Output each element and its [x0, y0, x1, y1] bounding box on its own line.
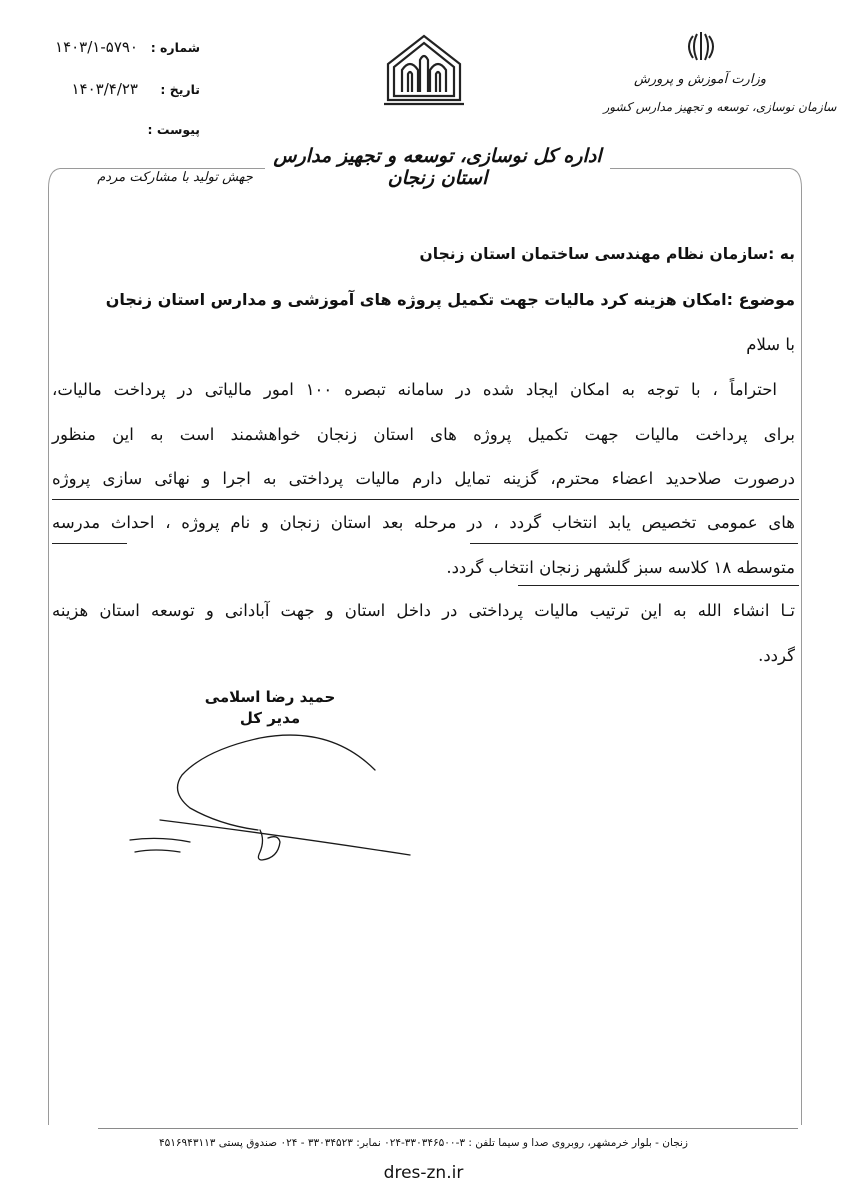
letter-attachment-label: پیوست : [147, 122, 200, 137]
letter-number-value: ۱۴۰۳/۱-۵۷۹۰ [55, 38, 138, 56]
body-line-5: متوسطه ۱۸ کلاسه سبز گلشهر زنجان انتخاب گردد. [446, 558, 795, 577]
body-line-4: های عمومی تخصیص یابد انتخاب گردد ، در مرحله بعد استان زنجان و نام پروژه ، احداث مدرسه [52, 513, 795, 532]
slogan: جهش تولید با مشارکت مردم [97, 170, 253, 185]
letter-number-row [30, 40, 200, 62]
letter-date-row [30, 82, 200, 104]
footer-website: dres-zn.ir [383, 1163, 464, 1183]
handwritten-signature [120, 730, 420, 880]
body-line-1: احتراماً ، با توجه به امکان ایجاد شده در سامانه تبصره ۱۰۰ امور مالیاتی در پرداخت مالیات، [52, 380, 777, 399]
frame-corner-right [782, 168, 802, 208]
underline [52, 499, 517, 500]
letter-number-label: شماره : [150, 40, 200, 55]
signatory-title: مدیر کل [239, 709, 301, 727]
body-line-6: تـا انشاء الله به این ترتیب مالیات پرداختی در داخل استان و جهت آبادانی و توسعه استان هزینه [52, 601, 795, 620]
underline [518, 585, 799, 586]
signatory-name: حمید رضا اسلامی [204, 688, 336, 706]
office-title: اداره کل نوسازی، توسعه و تجهیز مدارس استان زنجان [273, 145, 602, 189]
recipient: به :سازمان نظام مهندسی ساختمان استان زنجان [419, 245, 795, 263]
body-line-3: درصورت صلاحدید اعضاء محترم، گزینه تمایل دارم مالیات پرداختی به اجرا و نهائی سازی پروژه [52, 469, 795, 488]
frame-top-right [610, 168, 790, 169]
underline [470, 543, 798, 544]
greeting: با سلام [746, 335, 795, 354]
letter-date-value: ۱۴۰۳/۴/۲۳ [71, 80, 138, 98]
iran-emblem-icon [683, 28, 719, 64]
frame-corner-left [48, 168, 68, 208]
body-line-7: گردد. [758, 646, 795, 665]
organization-name: سازمان نوسازی، توسعه و تجهیز مدارس کشور [603, 100, 837, 114]
footer-address: زنجان - بلوار خرمشهر، روبروی صدا و سیما تلفن : ۳-۳۳۰۳۴۶۵۰۰-۰۲۴ نمابر: ۳۳۰۳۴۵۲۳ - ۰۲۴ صندوق پستی ۴۵۱۶۹۴۳۱۱۳ [158, 1137, 688, 1149]
body-line-2: برای پرداخت مالیات جهت تکمیل پروژه های استان زنجان خواهشمند است به این منظور [52, 425, 795, 444]
letter-attachment-row [30, 122, 200, 144]
underline [512, 499, 799, 500]
underline [52, 543, 127, 544]
footer-divider [98, 1128, 798, 1129]
ministry-name: وزارت آموزش و پرورش [633, 72, 766, 87]
organization-logo-icon [382, 30, 466, 108]
letter-date-label: تاریخ : [160, 82, 200, 97]
frame-top-left [60, 168, 265, 169]
subject: موضوع :امکان هزینه کرد مالیات جهت تکمیل پروژه های آموزشی و مدارس استان زنجان [105, 290, 795, 309]
